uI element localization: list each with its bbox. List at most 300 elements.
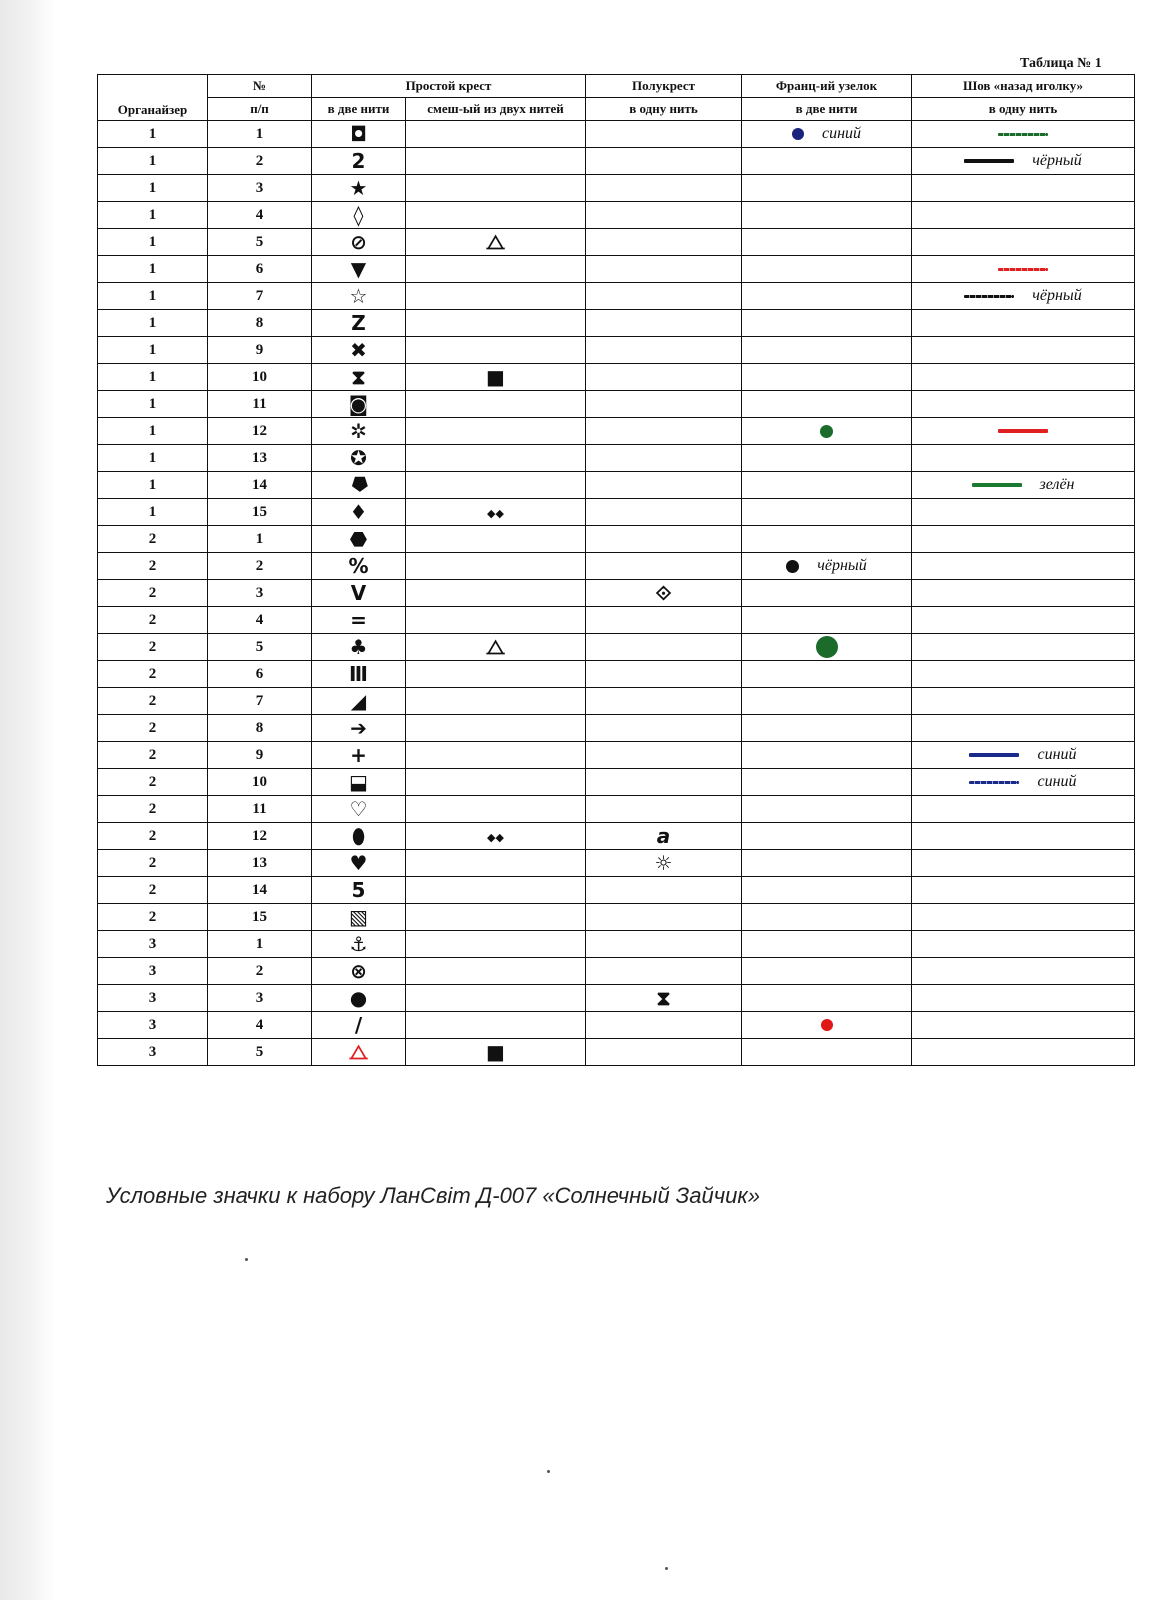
cross-symbol-cell [312,688,406,715]
number-cell: 3 [208,175,312,202]
cross-symbol-cell [312,1039,406,1066]
header-half-one-thread: в одну нить [586,98,742,121]
french-knot-cell [742,877,912,904]
backstitch-cell [912,121,1135,148]
number-cell: 8 [208,310,312,337]
backstitch-annotation [964,287,1082,305]
table-caption: Таблица № 1 [1020,56,1102,71]
scan-speck [547,1470,550,1473]
mixed-cross-cell [406,283,586,310]
half-cross-cell [586,742,742,769]
table-row [98,526,1135,553]
cross-symbol-icon: ◙ [348,391,369,416]
legend-body [98,121,1135,1066]
cross-symbol-icon: 5 [351,877,366,902]
backstitch-cell [912,742,1135,769]
backstitch-color-label: чёрный [1032,152,1082,169]
mixed-cross-cell [406,526,586,553]
cross-symbol-icon: Ⅲ [349,661,368,686]
backstitch-annotation [998,429,1048,433]
french-knot-annotation [816,636,838,658]
mixed-cross-cell [406,823,586,850]
organizer-cell: 3 [98,931,208,958]
mixed-cross-cell [406,202,586,229]
cross-symbol-cell [312,877,406,904]
mixed-cross-cell [406,472,586,499]
french-knot-dot-icon [821,1019,833,1031]
cross-symbol-icon: ▧ [349,904,368,929]
backstitch-cell [912,1012,1135,1039]
french-knot-cell [742,445,912,472]
cross-symbol-cell [312,256,406,283]
half-cross-cell [586,553,742,580]
backstitch-cell [912,688,1135,715]
organizer-cell: 2 [98,688,208,715]
backstitch-cell [912,202,1135,229]
cross-symbol-icon: ◘ [350,121,367,146]
organizer-cell: 2 [98,580,208,607]
half-cross-cell [586,418,742,445]
table-row [98,661,1135,688]
french-knot-color-label: чёрный [817,557,867,574]
cross-symbol-icon: ☆ [349,283,368,308]
mixed-cross-cell [406,769,586,796]
backstitch-cell [912,607,1135,634]
half-cross-cell [586,391,742,418]
number-cell: 6 [208,256,312,283]
half-cross-cell [586,337,742,364]
french-knot-annotation [786,557,867,575]
backstitch-cell [912,256,1135,283]
table-row [98,1012,1135,1039]
table-row [98,418,1135,445]
backstitch-cell [912,526,1135,553]
table-row [98,364,1135,391]
header-cross-mixed: смеш-ый из двух нитей [406,98,586,121]
organizer-cell: 1 [98,310,208,337]
backstitch-line-icon [964,159,1014,163]
number-cell: 13 [208,850,312,877]
mixed-cross-symbol-icon: ⧍ [486,229,505,254]
french-knot-cell [742,229,912,256]
backstitch-cell [912,796,1135,823]
number-cell: 3 [208,985,312,1012]
half-cross-cell [586,661,742,688]
backstitch-annotation [969,746,1076,764]
organizer-cell: 3 [98,985,208,1012]
cross-symbol-icon: ⬓ [349,769,368,794]
cross-symbol-icon: ♥ [349,850,368,875]
cross-symbol-icon: ⧍ [349,1039,368,1064]
number-cell: 13 [208,445,312,472]
backstitch-cell [912,580,1135,607]
cross-symbol-cell [312,634,406,661]
cross-symbol-cell [312,445,406,472]
organizer-cell: 2 [98,715,208,742]
cross-symbol-icon: ⯂ [350,472,367,497]
cross-symbol-icon: ✖ [350,337,367,362]
half-cross-cell [586,283,742,310]
header-half-cross: Полукрест [586,75,742,98]
organizer-cell: 1 [98,202,208,229]
number-cell: 15 [208,904,312,931]
table-row [98,634,1135,661]
number-cell: 10 [208,769,312,796]
cross-symbol-icon: = [350,607,367,632]
mixed-cross-cell [406,499,586,526]
cross-symbol-icon: % [348,553,369,578]
french-knot-cell [742,796,912,823]
mixed-cross-cell [406,931,586,958]
mixed-cross-cell [406,688,586,715]
backstitch-cell [912,148,1135,175]
half-cross-cell [586,958,742,985]
header-row-sub [98,98,1135,121]
backstitch-line-icon [998,133,1048,136]
mixed-cross-symbol-icon: ■ [486,1039,505,1064]
organizer-cell: 2 [98,823,208,850]
cross-symbol-cell [312,283,406,310]
cross-symbol-cell [312,553,406,580]
cross-symbol-icon: ⚓ [349,931,368,956]
number-cell: 4 [208,202,312,229]
scan-speck [665,1567,668,1570]
organizer-cell: 2 [98,877,208,904]
backstitch-cell [912,229,1135,256]
mixed-cross-cell [406,418,586,445]
mixed-cross-cell [406,337,586,364]
number-cell: 7 [208,283,312,310]
half-cross-cell [586,229,742,256]
header-back-one-thread: в одну нить [912,98,1135,121]
organizer-cell: 3 [98,958,208,985]
french-knot-cell [742,958,912,985]
mixed-cross-cell [406,1012,586,1039]
backstitch-color-label: синий [1037,746,1077,763]
organizer-cell: 1 [98,391,208,418]
cross-symbol-icon: ◊ [353,202,364,227]
backstitch-cell [912,985,1135,1012]
french-knot-cell [742,364,912,391]
backstitch-line-icon [972,483,1022,487]
french-knot-cell [742,661,912,688]
half-cross-symbol-icon: a [656,823,671,848]
mixed-cross-symbol-icon: ◆◆ [487,831,504,844]
half-cross-symbol-icon: ⟐ [655,580,672,605]
french-knot-cell [742,499,912,526]
half-cross-cell [586,121,742,148]
table-row [98,337,1135,364]
number-cell: 12 [208,823,312,850]
organizer-cell: 2 [98,796,208,823]
number-cell: 9 [208,742,312,769]
cross-symbol-cell [312,310,406,337]
number-cell: 2 [208,958,312,985]
half-cross-cell [586,823,742,850]
cross-symbol-cell [312,364,406,391]
backstitch-line-icon [964,295,1014,298]
mixed-cross-symbol-icon: ◆◆ [487,507,504,520]
mixed-cross-cell [406,445,586,472]
cross-symbol-cell [312,958,406,985]
mixed-cross-cell [406,121,586,148]
number-cell: 2 [208,553,312,580]
number-cell: 15 [208,499,312,526]
mixed-cross-cell [406,742,586,769]
mixed-cross-symbol-icon: ■ [486,364,505,389]
french-knot-cell [742,526,912,553]
organizer-cell: 3 [98,1012,208,1039]
cross-symbol-cell [312,715,406,742]
organizer-cell: 1 [98,499,208,526]
mixed-cross-cell [406,148,586,175]
table-row [98,202,1135,229]
half-cross-cell [586,688,742,715]
french-knot-cell [742,202,912,229]
backstitch-cell [912,823,1135,850]
number-cell: 9 [208,337,312,364]
header-row-top [98,75,1135,98]
backstitch-cell [912,445,1135,472]
cross-symbol-icon: ⬣ [349,526,368,551]
table-row [98,877,1135,904]
backstitch-annotation [972,476,1075,494]
table-row [98,121,1135,148]
cross-symbol-cell [312,391,406,418]
mixed-cross-cell [406,850,586,877]
french-knot-cell [742,580,912,607]
number-cell: 5 [208,229,312,256]
french-knot-cell [742,283,912,310]
french-knot-dot-icon [786,560,799,573]
backstitch-annotation [998,133,1048,136]
table-row [98,283,1135,310]
half-cross-cell [586,877,742,904]
mixed-cross-cell [406,958,586,985]
french-knot-cell [742,148,912,175]
half-cross-cell [586,1012,742,1039]
half-cross-cell [586,445,742,472]
number-cell: 14 [208,877,312,904]
cross-symbol-cell [312,796,406,823]
organizer-cell: 2 [98,850,208,877]
organizer-cell: 1 [98,337,208,364]
backstitch-cell [912,904,1135,931]
half-cross-cell [586,472,742,499]
mixed-cross-symbol-icon: ⧍ [486,634,505,659]
cross-symbol-icon: ⊘ [350,229,367,254]
french-knot-cell [742,769,912,796]
number-cell: 5 [208,1039,312,1066]
number-cell: 5 [208,634,312,661]
cross-symbol-icon: ➔ [350,715,367,740]
french-knot-annotation [820,425,833,438]
cross-symbol-icon: ▼ [350,256,367,281]
organizer-cell: 2 [98,526,208,553]
table-row [98,688,1135,715]
organizer-cell: 1 [98,472,208,499]
cross-symbol-cell [312,850,406,877]
number-cell: 4 [208,607,312,634]
organizer-cell: 1 [98,148,208,175]
cross-symbol-cell [312,823,406,850]
cross-symbol-icon: / [354,1012,363,1037]
cross-symbol-cell [312,229,406,256]
half-cross-cell [586,364,742,391]
backstitch-cell [912,715,1135,742]
mixed-cross-cell [406,1039,586,1066]
cross-symbol-icon: ⬮ [352,823,365,848]
half-cross-cell [586,904,742,931]
symbol-legend-table [97,74,1135,1066]
backstitch-cell [912,283,1135,310]
backstitch-cell [912,418,1135,445]
cross-symbol-icon: V [350,580,367,605]
table-row [98,769,1135,796]
organizer-cell: 1 [98,229,208,256]
half-cross-cell [586,148,742,175]
backstitch-line-icon [998,429,1048,433]
backstitch-annotation [964,152,1082,170]
backstitch-cell [912,850,1135,877]
backstitch-color-label: зелён [1039,476,1075,493]
table-row [98,580,1135,607]
scan-speck [245,1258,248,1261]
number-cell: 1 [208,526,312,553]
backstitch-cell [912,958,1135,985]
half-cross-symbol-icon: ⧗ [656,985,671,1010]
french-knot-cell [742,823,912,850]
table-row [98,553,1135,580]
number-cell: 10 [208,364,312,391]
table-row [98,850,1135,877]
backstitch-annotation [998,268,1048,271]
half-cross-cell [586,607,742,634]
backstitch-cell [912,877,1135,904]
french-knot-dot-icon [820,425,833,438]
french-knot-annotation [792,125,861,143]
organizer-cell: 2 [98,769,208,796]
cross-symbol-cell [312,769,406,796]
cross-symbol-cell [312,121,406,148]
backstitch-cell [912,310,1135,337]
backstitch-cell [912,391,1135,418]
french-knot-cell [742,688,912,715]
header-number-sign: № [208,75,312,98]
cross-symbol-cell [312,904,406,931]
french-knot-color-label: синий [821,125,862,142]
half-cross-cell [586,985,742,1012]
french-knot-cell [742,472,912,499]
number-cell: 8 [208,715,312,742]
number-cell: 2 [208,148,312,175]
cross-symbol-icon: ♡ [349,796,368,821]
table-row [98,796,1135,823]
backstitch-line-icon [969,753,1019,757]
mixed-cross-cell [406,553,586,580]
cross-symbol-icon: ✪ [350,445,367,470]
backstitch-color-label: синий [1037,773,1077,790]
backstitch-cell [912,499,1135,526]
header-number-sub: п/п [208,98,312,121]
organizer-cell: 1 [98,418,208,445]
mixed-cross-cell [406,877,586,904]
cross-symbol-cell [312,202,406,229]
header-french-knot: Франц-ий узелок [742,75,912,98]
french-knot-cell [742,1012,912,1039]
french-knot-cell [742,715,912,742]
organizer-cell: 3 [98,1039,208,1066]
number-cell: 14 [208,472,312,499]
french-knot-cell [742,337,912,364]
half-cross-cell [586,850,742,877]
backstitch-cell [912,337,1135,364]
header-cross-two-threads: в две нити [312,98,406,121]
cross-symbol-cell [312,580,406,607]
table-row [98,823,1135,850]
cross-symbol-icon: ⧗ [351,364,366,389]
french-knot-cell [742,634,912,661]
mixed-cross-cell [406,364,586,391]
french-knot-dot-icon [792,128,804,140]
number-cell: 6 [208,661,312,688]
table-row [98,931,1135,958]
cross-symbol-icon: ◢ [350,688,367,713]
table-row [98,742,1135,769]
half-cross-cell [586,310,742,337]
french-knot-cell [742,256,912,283]
table-row [98,148,1135,175]
french-knot-cell [742,121,912,148]
mixed-cross-cell [406,256,586,283]
mixed-cross-cell [406,607,586,634]
organizer-cell: 2 [98,742,208,769]
cross-symbol-icon: 2 [351,148,366,173]
cross-symbol-cell [312,418,406,445]
table-row [98,256,1135,283]
half-cross-cell [586,580,742,607]
cross-symbol-icon: ★ [349,175,368,200]
cross-symbol-icon: ⊗ [350,958,367,983]
french-knot-cell [742,607,912,634]
organizer-cell: 1 [98,364,208,391]
cross-symbol-cell [312,661,406,688]
french-knot-cell [742,310,912,337]
table-row [98,985,1135,1012]
organizer-cell: 2 [98,904,208,931]
cross-symbol-cell [312,1012,406,1039]
half-cross-cell [586,526,742,553]
half-cross-cell [586,715,742,742]
mixed-cross-cell [406,229,586,256]
number-cell: 3 [208,580,312,607]
cross-symbol-cell [312,931,406,958]
backstitch-line-icon [969,781,1019,784]
french-knot-cell [742,418,912,445]
french-knot-cell [742,904,912,931]
table-row [98,445,1135,472]
french-knot-cell [742,175,912,202]
table-row [98,607,1135,634]
table-row [98,1039,1135,1066]
header-simple-cross: Простой крест [312,75,586,98]
table-row [98,175,1135,202]
french-knot-cell [742,985,912,1012]
number-cell: 11 [208,796,312,823]
mixed-cross-cell [406,715,586,742]
cross-symbol-cell [312,148,406,175]
half-cross-cell [586,634,742,661]
